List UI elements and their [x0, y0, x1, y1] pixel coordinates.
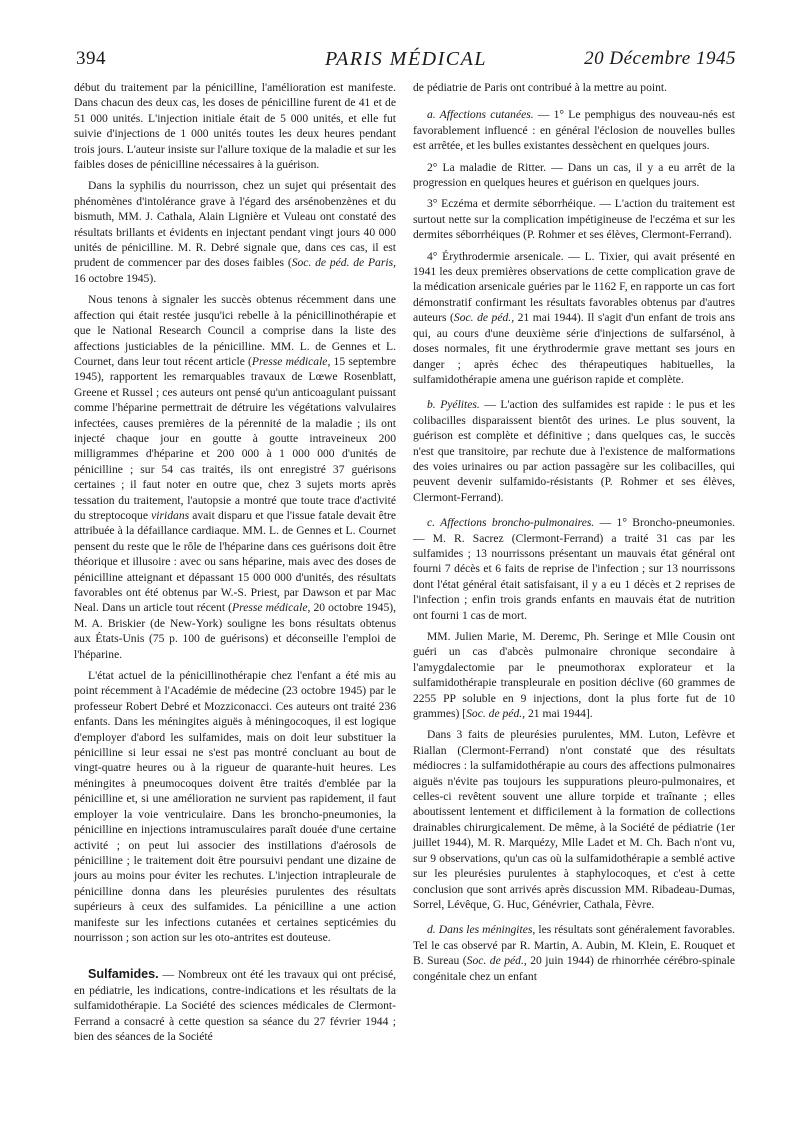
paragraph: d. Dans les méningites, les résultats sont généralement favorables. Tel le cas observé par R. Martin, A. Aubin, M. Klein, E. Rouquet et B. Sureau (Soc. de péd., 20 juin 1944) de rhinorrhée cérébro-spinale congénitale chez un enfant — [413, 923, 736, 983]
paragraph: 2° La maladie de Ritter. — Dans un cas, il y a eu arrêt de la progression en quelques heures et guérison en quelques jours. — [413, 160, 735, 190]
paragraph: 4° Érythrodermie arsenicale. — L. Tixier, qui avait présenté en 1941 les deux premières observations de cette complication grave de la médication arsenicale guéries par le 1162 F, en rapporte un cas fort démonstratif confirmant les résultats favorables obtenus par d'autres auteurs (Soc. de péd., 21 mai 1944). Il s'agit d'un enfant de trois ans qui, au cours d'une deuxième série d'injections de sulfarsénol, à doses normales, fit une érythrodermie grave mettant ses jours en danger ; après échec des thérapeutiques habituelles, la sulfamidothérapie amena une guérison rapide et complète. — [413, 249, 735, 386]
section-sulfamides: Sulfamides. — Nombreux ont été les travaux qui ont précisé, en pédiatrie, les indications, contre-indications et les résultats de la sulfamidothérapie. La Société des sciences médicales de Clermont-Ferrand a consacré à cette question sa séance du 27 février 1944 ; bien des séances de la Société — [74, 967, 396, 1043]
paragraph: Dans la syphilis du nourrisson, chez un sujet qui présentait des phénomènes d'intolérance grave à l'égard des arsénobenzènes et du bismuth, MM. J. Cathala, Alain Lignière et Vuleau ont constaté des résultats brillants et évidents en injectant pendant vingt jours 40 000 unités de pénicilline. M. R. Debré signale que, dans ces cas, il est prudent de commencer par des doses faibles (Soc. de péd. de Paris, 16 octobre 1945). — [74, 179, 396, 285]
right-column — [413, 80, 735, 990]
paragraph: MM. Julien Marie, M. Deremc, Ph. Seringe et Mlle Cousin ont guéri un cas d'abcès pulmonaire chronique secondaire à l'amygdalectomie par le pneumothorax explorateur et la sulfamidothérapie transpleurale en position déclive (60 grammes de 2255 PP soluble en 9 injections, dont la plus forte fut de 10 grammes) [Soc. de péd., 21 mai 1944]. — [413, 630, 735, 721]
paragraph: L'état actuel de la pénicillinothérapie chez l'enfant a été mis au point récemment à l'Académie de médecine (23 octobre 1945) par le professeur Robert Debré et Mozziconacci. Ces auteurs ont traité 236 enfants. Dans les méningites aiguës à méningocoques, il est logique d'employer d'abord les sulfamides, mais on doit leur substituer la pénicilline si leur essai ne s'est pas montré concluant au bout de vingt-quatre heures ou à la rigueur de quarante-huit heures. Les méningites à pneumocoques doivent être traités d'emblée par la pénicilline et, si une amélioration ne survient pas rapidement, il faut employer la voie ventriculaire. Dans les broncho-pneumonies, la pénicilline en injections intramusculaires paraît douée d'une certaine activité ; on peut lui associer des instillations d'aérosols de pénicilline ; le traitement doit être poursuivi pendant une dizaine de jours au moins pour éviter les rechutes. L'injection intrapleurale de pénicilline donna dans les pleurésies purulentes des résultats supérieurs à ceux des sulfamides. La pénicilline a une action manifeste sur les infections cutanées et certaines septicémies du nourrisson ; son action sur les oto-antrites est douteuse. — [74, 669, 396, 944]
paragraph: b. Pyélites. — L'action des sulfamides est rapide : le pus et les colibacilles disparaissent bientôt des urines. Le plus souvent, la guérison est complète et définitive ; dans quelques cas, le succès n'est que transitoire, par rechute due à l'existence de malformations des voies urinaires ou par action passagère sur les colibacilles, qui peuvent devenir sulfamido-résistants (P. Rohmer et ses élèves, Clermont-Ferrand). — [413, 398, 736, 504]
paragraph: début du traitement par la pénicilline, l'amélioration est manifeste. Dans chacun des deux cas, les doses de pénicilline furent de 41 et de 51 000 unités. L'injection initiale était de 5 000 unités, et elle fut suivie d'injections de 1 000 unités toutes les deux heures pendant trois jours. L'auteur insiste sur l'allure toxique de la maladie et sur les faibles doses de pénicilline nécessaires à la guérison. — [74, 81, 396, 172]
section-heading: Sulfamides. — [88, 967, 159, 982]
paragraph: a. Affections cutanées. — 1° Le pemphigus des nouveau-nés est favorablement influencé : en général l'éclosion de nouvelles bulles est arrêtée, et les bulles existantes dessèchent en quelques jours. — [413, 108, 735, 153]
paragraph: 3° Eczéma et dermite séborrhéique. — L'action du traitement est surtout nette sur la complication impétigineuse de l'eczéma et sur les dermites séborrhéiques (P. Rohmer et ses élèves, Clermont-Ferrand). — [413, 197, 735, 242]
page-header — [76, 48, 736, 74]
paragraph: c. Affections broncho-pulmonaires. — 1° Broncho-pneumonies. — M. R. Sacrez (Clermont-Ferrand) a traité 31 cas par les sulfamides ; 13 nourrissons présentant un mauvais état général ont fourni 7 décès et 6 faits de reprise de l'infection ; sur 13 nourrissons dont l'état général était satisfaisant, il y a eu 1 décès et 2 reprises de l'infection ; enfin trois grands enfants en mauvais état de nutrition ont fourni 1 cas de mort. — [413, 516, 735, 622]
paragraph: Nous tenons à signaler les succès obtenus récemment dans une affection qui était restée jusqu'ici rebelle à la pénicillinothérapie et que le National Research Council a comprise dans la liste des affections justiciables de la pénicilline. MM. L. de Gennes et L. Cournet, dans leur tout récent article (Presse médicale, 15 septembre 1945), rapportent les remarquables travaux de Lœwe Rosenblatt, Greene et Russel ; ces auteurs ont pensé qu'un anticoagulant puissant comme l'héparine permettrait de détruire les végétations valvulaires infectées, causes premières de la pérennité de la maladie ; ils ont injecté chaque jour en goutte à goutte intraveineux 200 milligrammes d'héparine et 200 000 à 1 000 000 d'unités de pénicilline ; sur 54 cas traités, ils ont enregistré 37 guérisons certaines ; il faut noter en outre que, chez 3 sujets morts après tessation du traitement, l'autopsie a montré que toute trace d'activité du streptocoque viridans avait disparu et que l'issue fatale devait être attribuée à la défaillance cardiaque. MM. L. de Gennes et L. Cournet pensent du reste que le rôle de l'héparine dans ces guérisons doit être théorique et illusoire : avec ou sans héparine, mais avec des doses de pénicilline atteignant et dépassant 15 000 000 d'unités, des résultats favorables ont été obtenus par W.-S. Priest, par Dawson et par Mac Neal. Dans un article tout récent (Presse médicale, 20 octobre 1945), M. A. Briskier (de New-York) souligne les bons résultats obtenus aux États-Unis (75 p. 100 de guérisons) et déconseille l'emploi de l'héparine. — [74, 293, 397, 661]
issue-date: 20 Décembre 1945 — [584, 48, 736, 69]
journal-title: PARIS MÉDICAL — [325, 48, 487, 70]
paragraph: Dans 3 faits de pleurésies purulentes, MM. Luton, Lefèvre et Riallan (Clermont-Ferrand) n'ont constaté que des résultats médiocres : la sulfamidothérapie au cours des affections pulmonaires aiguës n'évite pas toujours les suppurations pleuro-pulmonaires, et celles-ci revêtent souvent une allure torpide et traînante ; elles aboutissent lentement et difficilement à la formation de collections drainables chirurgicalement. De même, à la Société de pédiatrie (1er juillet 1944), M. R. Marquézy, Mlle Ladet et M. Ch. Bach n'ont vu, sur 9 observations, qu'un cas où la sulfamidothérapie a semblé active sur les pleurésies purulentes à staphylocoques, et c'est à cette conclusion que sont arrivés après discussion MM. Ribadeau-Dumas, Sorrel, Lévêque, G. Huc, Génévrier, Cathala, Fèvre. — [413, 728, 735, 911]
paragraph: de pédiatrie de Paris ont contribué à la mettre au point. — [413, 81, 668, 94]
left-column — [74, 80, 396, 1050]
page-number: 394 — [76, 48, 106, 69]
